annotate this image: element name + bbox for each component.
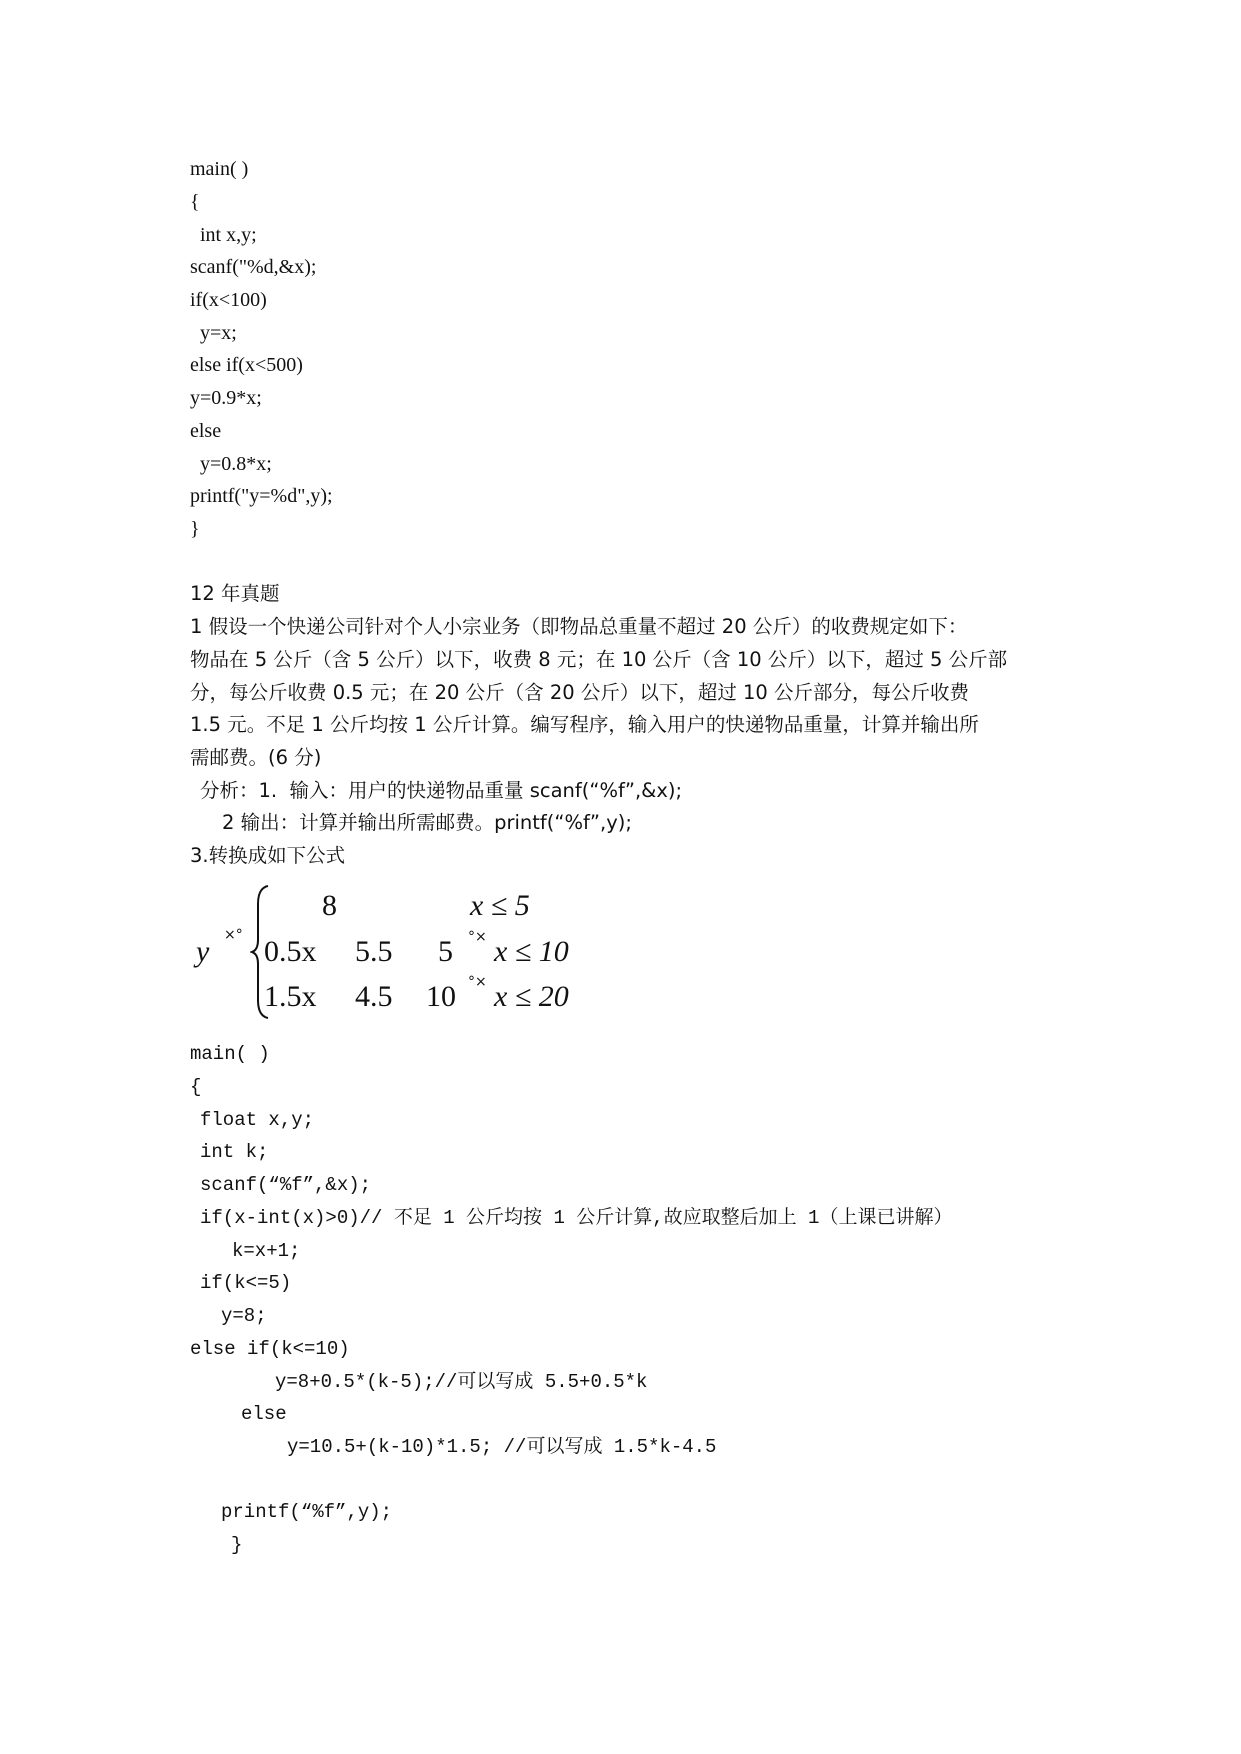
code-line: int x,y; xyxy=(200,224,257,246)
code-line: main( ) xyxy=(190,158,249,180)
formula-row-3-const: 4.5 xyxy=(355,980,393,1013)
code-line: else if(k<=10) xyxy=(190,1338,350,1360)
problem-line: 物品在 5 公斤（含 5 公斤）以下，收费 8 元；在 10 公斤（含 10 公斤）以下，超过 5 公斤部 xyxy=(190,648,1008,671)
formula-row-2-cond-left: 5 xyxy=(438,935,453,968)
problem-line: 1 假设一个快递公司针对个人小宗业务（即物品总重量不超过 20 公斤）的收费规定如下： xyxy=(190,615,968,638)
code-line: float x,y; xyxy=(200,1109,315,1131)
code-line: if(x-int(x)>0)// 不足 1 公斤均按 1 公斤计算,故应取整后加上 1（上课已讲解） xyxy=(200,1207,953,1229)
code-line: main( ) xyxy=(190,1043,270,1065)
code-line: printf("y=%d",y); xyxy=(190,485,333,507)
code-line: y=x; xyxy=(200,322,237,344)
formula-lhs: y xyxy=(196,935,210,968)
garbled-symbol: °× xyxy=(468,929,487,945)
formula-row-1-cond: x ≤ 5 xyxy=(470,889,530,922)
code-line: else if(x<500) xyxy=(190,354,303,376)
formula-row-3-expr: 1.5x xyxy=(264,980,317,1013)
problem-line: 分，每公斤收费 0.5 元；在 20 公斤（含 20 公斤）以下，超过 10 公斤部分，每公斤收费 xyxy=(190,681,970,704)
formula-row-2-expr: 0.5x xyxy=(264,935,317,968)
formula-row-2-const: 5.5 xyxy=(355,935,393,968)
analysis-line: 分析：1. 输入：用户的快递物品重量 scanf(“%f”,&x); xyxy=(200,779,683,802)
code-line: printf(“%f”,y); xyxy=(221,1501,393,1523)
code-line: { xyxy=(190,1076,202,1098)
code-line: int k; xyxy=(200,1141,269,1163)
formula-row-3-cond-left: 10 xyxy=(426,980,456,1013)
formula-row-1-expr: 8 xyxy=(322,889,337,922)
formula-row-2-cond: x ≤ 10 xyxy=(494,935,569,968)
code-line: y=8+0.5*(k-5);//可以写成 5.5+0.5*k xyxy=(275,1371,648,1393)
garbled-symbol: °× xyxy=(468,974,487,990)
analysis-line: 3.转换成如下公式 xyxy=(190,844,346,867)
code-line: y=8; xyxy=(221,1305,267,1327)
formula-row-3-cond: x ≤ 20 xyxy=(494,980,569,1013)
code-line: else xyxy=(190,420,222,442)
section-title: 12 年真题 xyxy=(190,582,280,605)
problem-line: 1.5 元。不足 1 公斤均按 1 公斤计算。编写程序，输入用户的快递物品重量，计算并输出所 xyxy=(190,713,979,736)
code-line: if(k<=5) xyxy=(200,1272,292,1294)
code-line: y=10.5+(k-10)*1.5; //可以写成 1.5*k-4.5 xyxy=(287,1436,717,1458)
code-line: k=x+1; xyxy=(232,1240,301,1262)
code-line: if(x<100) xyxy=(190,289,267,311)
code-line: } xyxy=(231,1534,243,1556)
code-line: y=0.8*x; xyxy=(200,453,272,475)
code-line: { xyxy=(190,191,200,213)
garbled-symbol: ×° xyxy=(224,927,243,943)
code-line: y=0.9*x; xyxy=(190,387,262,409)
code-line: } xyxy=(190,518,200,540)
analysis-line: 2 输出：计算并输出所需邮费。printf(“%f”,y); xyxy=(222,811,632,834)
problem-line: 需邮费。(6 分) xyxy=(190,746,322,769)
code-line: else xyxy=(241,1403,287,1425)
code-line: scanf(“%f”,&x); xyxy=(200,1174,372,1196)
code-line: scanf("%d,&x); xyxy=(190,256,317,278)
